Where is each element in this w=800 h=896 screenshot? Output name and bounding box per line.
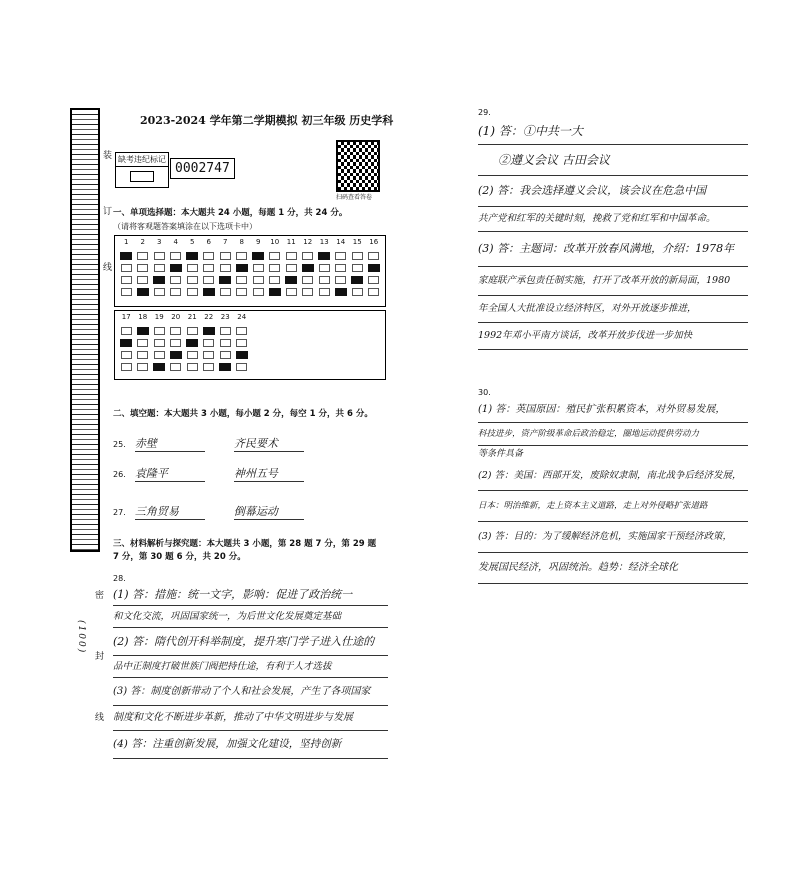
question-number: 1 [124,238,129,246]
fill-answer-26b: 神州五号 [234,465,304,482]
q30-line: (3) 答：目的：为了缓解经济危机，实施国家干预经济政策， [478,522,748,553]
option-bubble[interactable] [202,281,217,300]
option-bubble[interactable] [235,281,250,300]
option-bubble[interactable] [251,281,266,300]
option-bubble[interactable] [185,356,200,375]
question-number: 21 [187,313,197,321]
q30-line: (2) 答：美国：西部开发，废除奴隶制，南北战争后经济发展， [478,462,748,491]
option-bubble[interactable] [136,356,151,375]
seal-label-feng: 封 [93,651,103,662]
fill-num-25: 25. [113,440,126,449]
side-seal-labels [92,590,105,723]
option-bubble[interactable] [185,281,200,300]
q30-number: 30. [478,388,491,397]
q30-line: (1) 答：英国原因：殖民扩张积累资本，对外贸易发展， [478,398,748,423]
exam-code: 0002747 [170,158,235,179]
fill-item-26 [113,462,363,482]
exam-title: 2023-2024 学年第二学期模拟 初三年级 历史学科 [140,114,394,127]
fill-answer-27a: 三角贸易 [135,503,205,520]
question-number: 3 [157,238,162,246]
fill-answer-26a: 袁隆平 [135,465,205,482]
bind-label-xian: 线 [101,262,111,273]
section2-heading: 二、填空题：本大题共 3 小题，每小题 2 分，每空 1 分，共 6 分。 [113,409,373,419]
question-number: 16 [369,238,379,246]
option-bubble[interactable] [218,356,233,375]
fill-item-25 [113,432,363,452]
q30-line: 等条件具备 [478,449,524,459]
q29-line: 1992年邓小平南方谈话，改革开放步伐进一步加快 [478,323,748,350]
option-bubble[interactable] [284,281,299,300]
fill-num-27: 27. [113,508,126,517]
question-number: 11 [286,238,296,246]
option-bubble[interactable] [152,356,167,375]
q28-number: 28. [113,574,126,583]
option-bubble[interactable] [218,281,233,300]
fill-item-27 [113,500,363,520]
seal-label-xian: 线 [93,712,103,723]
side-handwritten-note: (100) [76,620,86,655]
qr-code-icon [336,140,380,192]
absent-mark-box [115,152,169,188]
option-bubble[interactable] [334,281,349,300]
absent-mark-label: 缺考违纪标记 [116,153,168,167]
option-bubble[interactable] [119,356,134,375]
fill-num-26: 26. [113,470,126,479]
q28-line: 和文化交流，巩固国家统一，为后世文化发展奠定基础 [113,606,388,628]
option-bubble[interactable] [202,356,217,375]
section1-heading: 一、单项选择题：本大题共 24 小题，每题 1 分，共 24 分。 [113,208,348,218]
q28-line: (3) 答：制度创新带动了个人和社会发展，产生了各项国家 [113,678,388,706]
answer-grid-2 [114,310,386,380]
question-number: 18 [138,313,148,321]
q28-line: 品中正制度打破世族门阀把持仕途，有利于人才选拔 [113,656,388,678]
question-number: 24 [237,313,247,321]
bind-label-ding: 订 [101,206,111,217]
absent-mark-checkbox[interactable] [130,171,154,182]
option-bubble[interactable] [152,281,167,300]
answer-grid-2-bubbles [115,323,385,371]
q28-line: 制度和文化不断进步革新，推动了中华文明进步与发展 [113,706,388,731]
question-number: 5 [190,238,195,246]
question-number: 20 [171,313,181,321]
option-bubble[interactable] [169,356,184,375]
option-bubble[interactable] [119,281,134,300]
fill-answer-27b: 倒幕运动 [234,503,304,520]
qr-caption: 扫码查看答卷 [336,194,373,201]
question-number: 2 [140,238,145,246]
question-number: 4 [173,238,178,246]
option-bubble[interactable] [350,281,365,300]
option-bubble[interactable] [235,356,250,375]
option-bubble[interactable] [169,281,184,300]
q30-answer-block [478,398,748,584]
option-bubble[interactable] [268,281,283,300]
section3-heading: 三、材料解析与探究题：本大题共 3 小题，第 28 题 7 分，第 29 题 7 分，第 30 题 6 分，共 20 分。 [113,539,377,562]
option-bubble[interactable] [136,281,151,300]
q29-answer-block [478,118,748,350]
fill-answer-25a: 赤壁 [135,435,205,452]
q28-answer-block [113,584,388,759]
question-number: 12 [303,238,313,246]
question-number: 19 [154,313,164,321]
question-number: 14 [336,238,346,246]
q29-number: 29. [478,108,491,117]
question-number: 10 [270,238,280,246]
q29-line: 共产党和红军的关键时刻，挽救了党和红军和中国革命。 [478,207,748,232]
q28-line: (1) 答：措施：统一文字，影响：促进了政治统一 [113,584,388,606]
question-number: 15 [352,238,362,246]
fill-answer-25b: 齐民要术 [234,435,304,452]
bind-label-zhuang: 装 [101,150,111,161]
question-number: 9 [256,238,261,246]
answer-grid-1-bubbles [115,248,385,296]
q28-line: (2) 答：隋代创开科举制度，提升寒门学子进入仕途的 [113,628,388,656]
q28-line: (4) 答：注重创新发展，加强文化建设，坚持创新 [113,731,388,759]
question-number: 7 [223,238,228,246]
option-bubble[interactable] [367,281,382,300]
seal-label-mi: 密 [93,590,103,601]
question-number: 22 [204,313,214,321]
question-number: 13 [319,238,329,246]
question-number: 23 [220,313,230,321]
answer-grid-1 [114,235,386,307]
q30-line: 科技进步，资产阶级革命后政治稳定，圈地运动提供劳动力 [478,423,748,446]
question-number: 8 [239,238,244,246]
binding-barcode-strip [70,108,100,552]
q29-line: 家庭联产承包责任制实施，打开了改革开放的新局面，1980 [478,267,748,296]
section1-instruction: （请将客观题答案填涂在以下选项卡中） [113,222,257,231]
q29-line: (1) 答：①中共一大 [478,118,748,145]
q29-line: 年全国人大批准设立经济特区，对外开放逐步推进， [478,296,748,323]
option-bubble[interactable] [317,281,332,300]
q29-line: (3) 答：主题词：改革开放春风满地，介绍：1978年 [478,232,748,267]
q29-line: (2) 答：我会选择遵义会议，该会议在危急中国 [478,176,748,207]
q29-line: ②遵义会议 古田会议 [478,145,748,176]
question-number: 17 [121,313,131,321]
q30-line: 日本：明治维新，走上资本主义道路，走上对外侵略扩张道路 [478,491,748,522]
question-number: 6 [206,238,211,246]
option-bubble[interactable] [301,281,316,300]
q30-line: 发展国民经济，巩固统治。趋势：经济全球化 [478,553,748,584]
